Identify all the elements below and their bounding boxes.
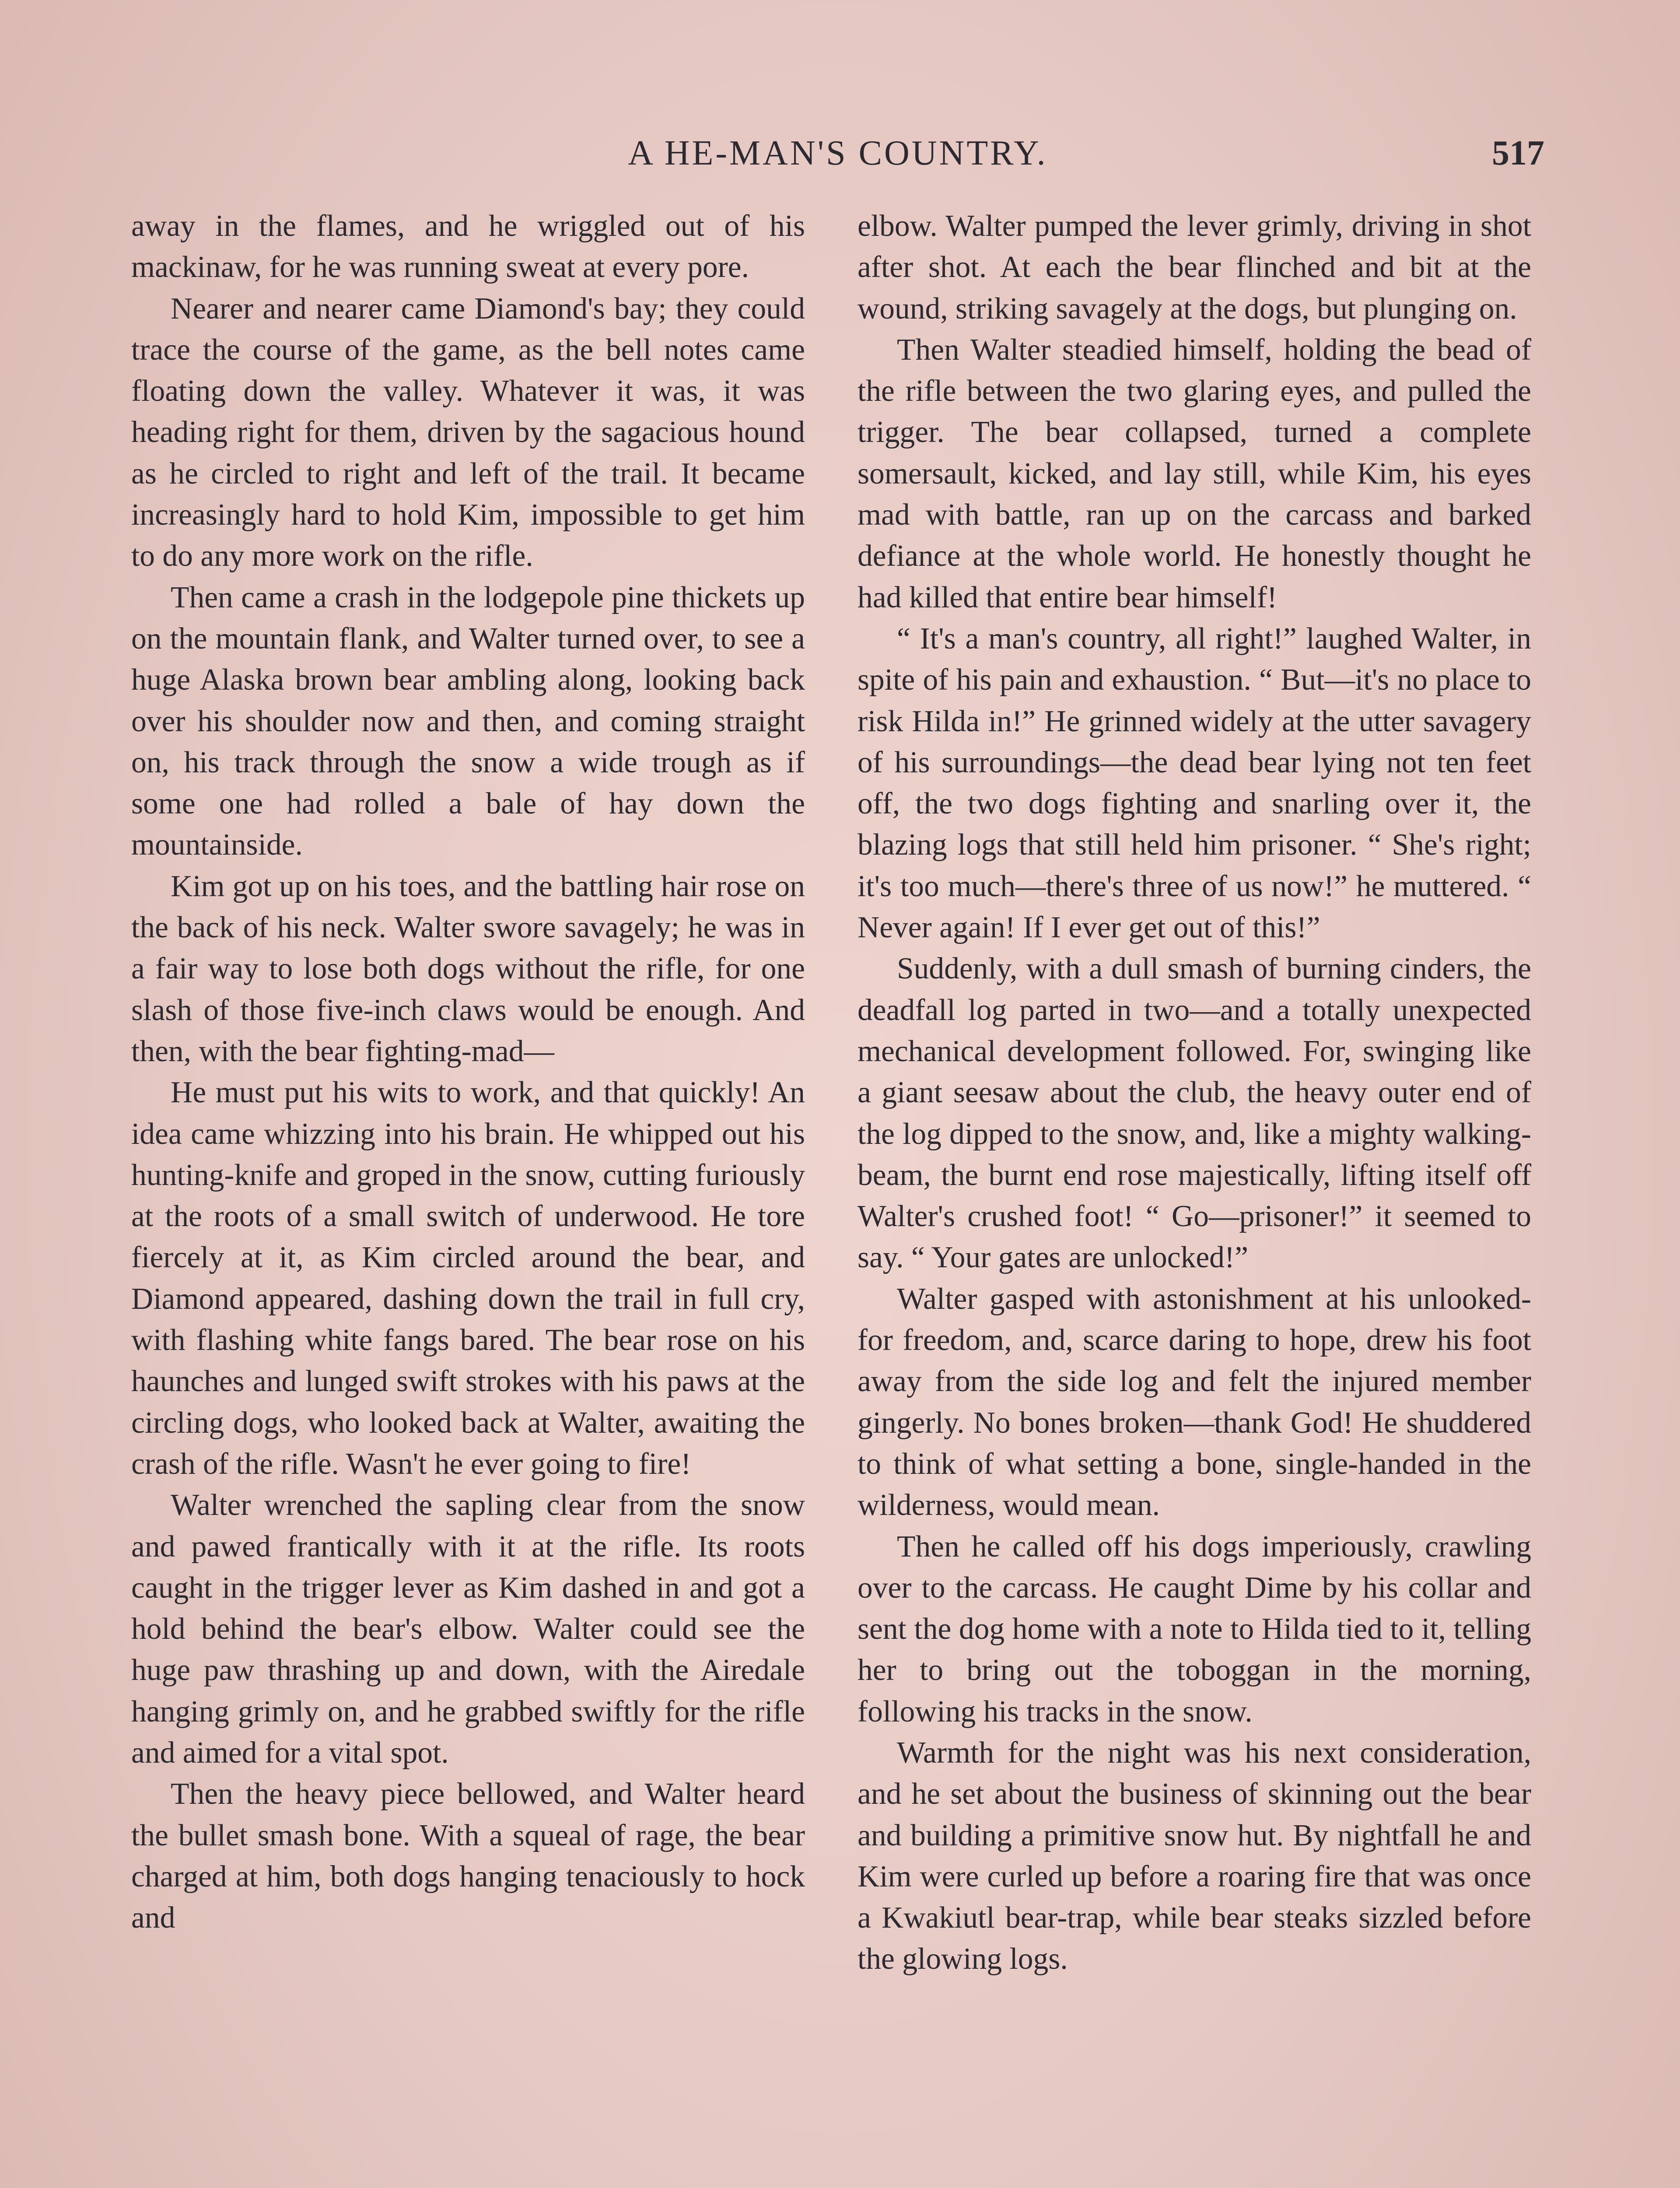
paragraph: Walter wrenched the sapling clear from the snow and pawed frantically with it at the rifle. Its roots caught in the trigger lever as Kim dashed in and got a hold behind the bear's elbow. Walter could see the huge paw thrashing up and down, with the Airedale hanging grimly on, and he grabbed swiftly for the rifle and aimed for a vital spot. [131, 1488, 805, 1770]
paragraph: Suddenly, with a dull smash of burning cinders, the deadfall log parted in two—and a totally unexpected mechanical development followed. For, swinging like a giant seesaw about the club, the heavy outer end of the log dipped to the snow, and, like a mighty walking-beam, the burnt end rose majestically, lifting itself off Walter's crushed foot! “ Go—prisoner!” it seemed to say. “ Your gates are unlocked!” [858, 952, 1531, 1275]
paragraph: away in the flames, and he wriggled out of his mackinaw, for he was running sweat at every pore. [131, 209, 805, 284]
paragraph: elbow. Walter pumped the lever grimly, driving in shot after shot. At each the bear flinched and bit at the wound, striking savagely at the dogs, but plunging on. [858, 209, 1531, 326]
paragraph: Then Walter steadied himself, holding the bead of the rifle between the two glaring eyes, and pulled the trigger. The bear collapsed, turned a complete somersault, kicked, and lay still, while Kim, his eyes mad with battle, ran up on the carcass and barked defiance at the whole world. He honestly thought he had killed that entire bear himself! [858, 333, 1531, 614]
paragraph: Walter gasped with astonishment at his unlooked-for freedom, and, scarce daring to hope, drew his foot away from the side log and felt the injured member gingerly. No bones broken—thank God! He shuddered to think of what setting a bone, single-handed in the wilderness, would mean. [858, 1282, 1531, 1522]
paragraph: Nearer and nearer came Diamond's bay; they could trace the course of the game, as the bell notes came floating down the valley. Whatever it was, it was heading right for them, driven by the sagacious hound as he circled to right and left of the trail. It became increasingly hard to hold Kim, impossible to get him to do any more work on the rifle. [131, 291, 805, 573]
paragraph: Then came a crash in the lodgepole pine thickets up on the mountain flank, and Walter turned over, to see a huge Alaska brown bear ambling along, looking back over his shoulder now and then, and coming straight on, his track through the snow a wide trough as if some one had rolled a bale of hay down the mountainside. [131, 580, 805, 862]
left-column [131, 206, 805, 1939]
paragraph: Then the heavy piece bellowed, and Walter heard the bullet smash bone. With a squeal of rage, the bear charged at him, both dogs hanging tenaciously to hock and [131, 1777, 805, 1935]
paragraph: Then he called off his dogs imperiously, crawling over to the carcass. He caught Dime by his collar and sent the dog home with a note to Hilda tied to it, telling her to bring out the toboggan in the morning, following his tracks in the snow. [858, 1529, 1531, 1729]
paragraph: Kim got up on his toes, and the battling hair rose on the back of his neck. Walter swore savagely; he was in a fair way to lose both dogs without the rifle, for one slash of those five-inch claws would be enough. And then, with the bear fighting-mad— [131, 869, 805, 1068]
running-head: A HE-MAN'S COUNTRY. [628, 134, 1048, 172]
paragraph: He must put his wits to work, and that quickly! An idea came whizzing into his brain. He whipped out his hunting-knife and groped in the snow, cutting furiously at the roots of a small switch of underwood. He tore fiercely at it, as Kim circled around the bear, and Diamond appeared, dashing down the trail in full cry, with flashing white fangs bared. The bear rose on his haunches and lunged swift strokes with his paws at the circling dogs, who looked back at Walter, awaiting the crash of the rifle. Wasn't he ever going to fire! [131, 1076, 805, 1481]
page-header [131, 129, 1544, 177]
page-number: 517 [1492, 134, 1544, 172]
right-column [858, 206, 1531, 1980]
paragraph: “ It's a man's country, all right!” laughed Walter, in spite of his pain and exhaustion. “ But—it's no place to risk Hilda in!” He grinned widely at the utter savagery of his surroundings—the dead bear lying not ten feet off, the two dogs fighting and snarling over it, the blazing logs that still held him prisoner. “ She's right; it's too much—there's three of us now!” he muttered. “ Never again! If I ever get out of this!” [858, 621, 1531, 945]
paragraph: Warmth for the night was his next consideration, and he set about the business of skinning out the bear and building a primitive snow hut. By nightfall he and Kim were curled up before a roaring fire that was once a Kwakiutl bear-trap, while bear steaks sizzled before the glowing logs. [858, 1736, 1531, 1976]
